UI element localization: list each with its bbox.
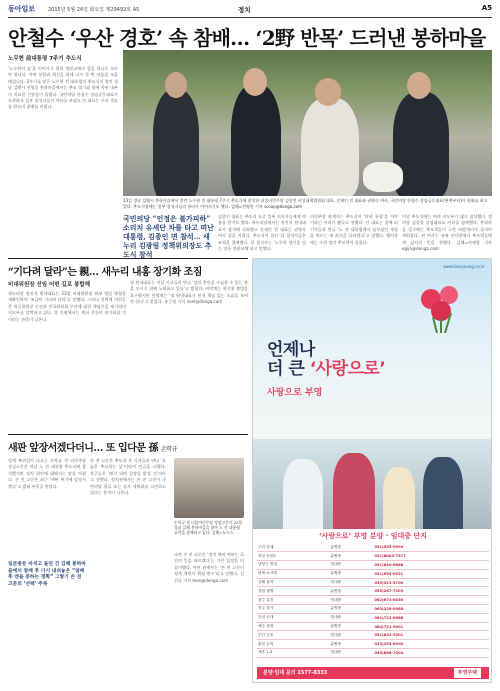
ad-listing-status: 임대중 [330, 631, 374, 640]
ad-listing-site: 춘천 온의 [257, 640, 330, 649]
main-pullquote [123, 214, 214, 259]
story3-name-hanja: 손학규 [161, 446, 177, 453]
ad-listing-status: 분양중 [330, 640, 374, 649]
ad-listing-table [257, 543, 489, 658]
ad-listing-phone: 055)267-7203 [373, 587, 489, 596]
ad-listing-row [257, 613, 489, 622]
story2-col1 [8, 280, 126, 433]
main-headline: 안철수 ‘우산 경호’ 속 참배… ‘2野 반목’ 드러낸 봉하마을 [8, 26, 486, 50]
ad-corp-logo: 부영주택 [454, 668, 481, 678]
ad-listing-status: 임대중 [330, 561, 374, 570]
ad-listing-row [257, 622, 489, 631]
ad-listing-phone: 031)840-8888 [373, 561, 489, 570]
ad-listing-status: 분양중 [330, 569, 374, 578]
ad-listing-site: 광주 효천 [257, 596, 330, 605]
ad-listing-phone: 055)323-5700 [373, 578, 489, 587]
main-story-col4: 이날 추도식에는 여야 지도부가 대거 참석했다. 정의당 심상정 상임대표도 자리를 함께했다. 봉하마을 입구에는 추모객들의 노란 바람개비가 줄지어 세워졌다. 권 여사는 유족 인사말에서 추모객들에게 감사의 뜻을 전했다. 김해=이재명 기자 egija@donga.com [402, 214, 492, 252]
main-story-col2: 김종인 대표는 추도식 도중 일부 지지자들에게 야유를 받기도 했다. 새누리당에서는 정진석 원내대표가 참석해 헌화했고 문재인 전 대표는 권양숙 여사 곁을 지켰다. 추도식이 끝난 뒤 참석자들은 묘역을 참배했다. 한 참석자는 ‘노무현 정신을 잇는 것은 정권교체’라고 말했다. [218, 214, 306, 252]
main-photo [123, 50, 492, 196]
story3-caption: 손학규 전 더불어민주당 상임고문이 23일 경남 김해 봉하마을을 찾아 노 전 대통령 묘역을 참배하고 있다. 김해=뉴시스 [174, 520, 243, 536]
ad-listing-row [257, 649, 489, 658]
ad-listing-site: 창원 월영 [257, 587, 330, 596]
story3-subhead: 일본방문 마치고 돌연 간 김해 봉하마을에서 참배 후 다시 내려놓은 “참배 후 엔을 중하는 정확” 그렇기 손 전고문의 ‘선택’ 주목 [8, 562, 86, 587]
ad-listing-status: 임대중 [330, 578, 374, 587]
ad-listing-site: 구리 갈매 [257, 543, 330, 552]
photo-figure [153, 90, 199, 196]
story3-rule [8, 434, 248, 435]
story2-text-a: 새누리당 정진석 원내대표는 23일 비대위원장 외부 영입 방침을 재확인하며 ‘조금만 기다려 달라’고 말했다. 그러나 친박계 의원들은 혁신위원장 인선과 전국위원회 무산에 대한 책임론을 제기하며 지도부를 압박하고 있다. 당 안팎에서는 계파 갈등이 장기화할 것이라는 관측이 나온다. [8, 291, 126, 322]
story2-col2: 정 원내대표는 이날 기자들과 만나 ‘당의 혼란을 수습할 수 있는 분을 모시기 위해 노력하고 있다’고 밝혔다. 비박계는 혁신위 출범을 요구했지만 친박계는 ‘정 원내대표가 먼저 책임 있는 모습을 보여야 한다’고 맞섰다. 유근형 기자 noel@donga.com [130, 280, 248, 305]
ad-listing-row [257, 569, 489, 578]
newspaper-name: 동아일보 [8, 4, 36, 13]
photo-figure-head [315, 78, 341, 106]
photo-figure [301, 98, 359, 196]
ad-listing-status: 분양중 [330, 587, 374, 596]
ad-listing-site: 순천 신대 [257, 613, 330, 622]
story3-photo [174, 458, 244, 518]
ad-listing-status: 임대중 [330, 613, 374, 622]
ad-listing-row [257, 640, 489, 649]
ad-slogan-line2-pre: 더 큰 [267, 359, 310, 379]
ad-listing-site: 평택 소사벌 [257, 569, 330, 578]
pullquote-text: 국민의당 “인정은 불가피하” 소리치 유세단 차를 타고 떠난 대통령, 김종인 면 참석… 새누리 김광림 정책위의장도 추도식 참석 [123, 214, 214, 259]
ad-listing-row [257, 605, 489, 614]
masthead [8, 4, 492, 16]
ad-listing-phone: 063)228-0988 [373, 605, 489, 614]
ad-listing-phone: 033)255-8900 [373, 640, 489, 649]
ad-call-bar: 분양·임대 문의 1577-8333 [257, 667, 489, 679]
ad-subline: ‘사랑으로’ 부영 분양 · 임대중 단지 [318, 532, 428, 540]
ad-slogan-line1: 언제나 [267, 340, 315, 360]
ad-brand: 사랑으로 부영 [267, 388, 323, 398]
ad-listing-site: 제주 삼화 [257, 622, 330, 631]
ad-listing-row [257, 561, 489, 570]
story2-rule [8, 258, 248, 259]
photo-figure-head [165, 72, 187, 98]
ad-listing-phone: 051)832-3201 [373, 631, 489, 640]
ad-slogan-line2-em: ‘사랑으로’ [309, 359, 386, 379]
story3-col3: 다만 손 전 고문은 ‘정치 복귀 여부는 국민의 뜻을 따르겠다’는 기존 입장을 되풀이했다. 야권 관계자는 ‘손 전 고문이 정계 개편의 핵심 변수’라고 말했다. 길진균 기자 leon@donga.com [174, 552, 244, 583]
ad-listing-row [257, 631, 489, 640]
carnation-flowers-icon [413, 283, 473, 333]
photo-figure-head [407, 72, 431, 99]
ad-listing-status: 분양중 [330, 552, 374, 561]
ad-listing-phone: 061)722-6686 [373, 613, 489, 622]
photo-figure [231, 85, 281, 196]
ad-slogan [267, 341, 385, 379]
ad-listing-phone: 062)674-8030 [373, 596, 489, 605]
main-story-col3: 더민주당 관계자는 추도식이 ‘야권 통합’을 이야기하는 자리가 됐다고 전했다. 안 대표는 참배 뒤 기자들과 만나 ‘노 전 대통령께서 꿈꾸셨던 세상을 만드는 데 최선을 다하겠다’고 말했다. 행사장에는 수천 명의 추모객이 몰렸다. [310, 214, 398, 245]
ad-listing-site: 세종 1-3 [257, 649, 330, 658]
main-lead-text: ‘노무현의 꿈’을 이어가기 위한 정권교체의 힘을 하나로 모아야 합니다. 야권 통합과 혁신을 위해 다시 한 번 마음을 모을 때입니다. 2주기를 맞은 노무현 전 대통령의 추도식이 열린 경남 김해시 진영읍 봉하마을에서는 추모 열기와 함께 야권 내부의 미묘한 긴장감이 흘렀다. 국민의당 안철수 상임공동대표가 도착하자 일부 참석자들이 야유를 보냈고 안 대표는 우산 경호를 받으며 참배를 마쳤다. [8, 66, 118, 110]
booyoung-advertisement [252, 258, 492, 683]
ad-listing-phone: 031)8003-7577 [373, 552, 489, 561]
ad-listing-row [257, 587, 489, 596]
issue-date: 2015년 5월 24일 화요일 제29492호 A5 [48, 7, 140, 13]
main-byline: 노무현 前대통령 7주기 추도식 [8, 56, 82, 62]
family-figure [383, 467, 415, 529]
ad-listing-phone: 031)555-9599 [373, 543, 489, 552]
ad-listing-phone: 031)654-0521 [373, 569, 489, 578]
ad-listing-phone: 064)721-9001 [373, 622, 489, 631]
ad-slogan-line2 [267, 360, 385, 379]
main-story-col1 [8, 54, 118, 256]
ad-listing-status: 분양중 [330, 605, 374, 614]
masthead-divider [8, 17, 492, 18]
ad-listing-row [257, 596, 489, 605]
ad-listing-status: 분양중 [330, 622, 374, 631]
ad-listing-status: 임대중 [330, 649, 374, 658]
ad-listing-status: 분양중 [330, 543, 374, 552]
family-figure [423, 457, 463, 529]
family-figure [283, 459, 323, 529]
story3-col1: 정계 복귀설이 나오는 손학규 전 더민주당 상임고문은 이날 노 전 대통령 추도식에 참석했지만 정치 현안에 대해서는 말을 아꼈다. 손 전 고문은 최근 ‘새판 짜기에 앞장서겠다’고 밝혀 주목을 받았다. [8, 458, 86, 489]
flower-bouquet [363, 162, 403, 192]
story2-byline: 비대위원장 선임 어떤 길로 봉합해 [8, 282, 91, 288]
ad-listing-row [257, 543, 489, 552]
ad-listing-site: 김해 율하 [257, 578, 330, 587]
ad-listing-status: 임대중 [330, 596, 374, 605]
ad-listing-site: 전주 하가 [257, 605, 330, 614]
ad-listing-site: 화성 동탄2 [257, 552, 330, 561]
ad-listing-row [257, 552, 489, 561]
story3-col2: 손 전 고문은 추도식 후 기자들과 만나 ‘오늘은 추모하는 날’이라며 언급을 피했다. 측근들은 ‘때가 되면 입장을 밝힐 것’이라고 전했다. 정치권에서는 손 전 고문이 국민의당 합류 또는 독자 세력화를 고민하고 있다는 분석이 나온다. [90, 458, 166, 496]
story2-headline: “기다려 달라”는 親… 새누리 내홍 장기화 조짐 [8, 267, 202, 278]
section-title: 정치 [238, 6, 251, 14]
main-photo-caption: 23일 경남 김해시 봉하마을에서 열린 노무현 전 대통령 7주기 추도식에 참석한 더불어민주당 김종인 비상대책위원회 대표, 문재인 전 대표와 권양숙 여사, 국민의당 안철수 상임공동대표(왼쪽부터)가 헌화를 하고 있다. 추도식장에는 일부 참석자들의 항의가 이어지기도 했다. 김해=전영한 기자 scoop@donga.com [123, 198, 488, 209]
page-number: A5 [481, 4, 492, 12]
ad-listing-site: 남양주 별내 [257, 561, 330, 570]
story3-headline-row [8, 439, 248, 454]
ad-listing-phone: 044)868-7004 [373, 649, 489, 658]
ad-listing-row [257, 578, 489, 587]
family-figure [333, 453, 375, 529]
photo-figure-head [243, 68, 267, 96]
ad-family-photo [253, 439, 492, 529]
ad-listing-site: 부산 신호 [257, 631, 330, 640]
story3-headline: 새판 앞장서겠다더니… 또 입다문 孫 [8, 443, 159, 454]
ad-website: www.booyoung.co.kr [443, 264, 485, 269]
